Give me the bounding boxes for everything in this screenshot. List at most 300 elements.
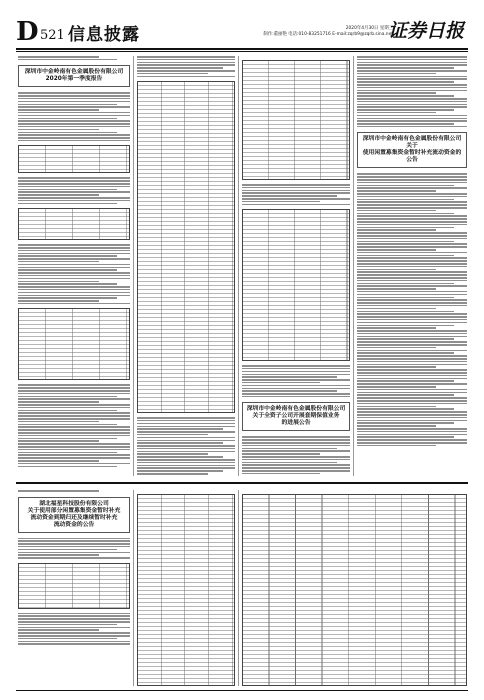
text-line [18, 283, 117, 285]
text-line [357, 190, 436, 192]
text-line [357, 229, 436, 231]
column-7 [242, 490, 467, 686]
headline-line: 关于使用部分闲置募集资金暂时补充 [27, 507, 121, 514]
text-line [18, 303, 130, 305]
text-line [18, 278, 130, 280]
body-text-block [242, 436, 350, 476]
text-line [18, 191, 130, 193]
column-4 [357, 56, 467, 476]
masthead-info [248, 26, 393, 38]
text-line [357, 406, 436, 408]
text-line [357, 366, 436, 368]
text-line [137, 442, 223, 444]
text-line [357, 235, 467, 237]
text-line [357, 207, 467, 209]
text-line [137, 420, 235, 422]
text-line [18, 538, 130, 540]
text-line [18, 463, 130, 465]
column-1 [18, 56, 130, 476]
text-line [242, 436, 350, 438]
text-line [357, 352, 454, 354]
text-line [357, 260, 467, 262]
text-line [357, 201, 467, 203]
text-line [137, 437, 235, 439]
text-line [18, 264, 130, 266]
text-line [357, 297, 454, 299]
text-line [18, 267, 130, 269]
text-line [18, 101, 130, 103]
text-line [357, 372, 467, 374]
text-line [357, 347, 436, 349]
text-line [357, 241, 454, 243]
text-line [137, 456, 223, 458]
text-line [357, 185, 454, 187]
text-line [18, 390, 130, 392]
text-line [357, 78, 467, 80]
text-line [18, 183, 130, 185]
text-line [18, 418, 130, 420]
text-line [357, 358, 467, 360]
body-text-block [242, 184, 350, 205]
text-line [357, 271, 467, 273]
data-table [18, 563, 130, 609]
text-line [18, 286, 130, 288]
body-text-block [18, 92, 130, 141]
text-line [357, 95, 454, 97]
text-line [18, 454, 130, 456]
column-divider [238, 490, 239, 686]
text-line [137, 453, 208, 455]
text-line [357, 375, 467, 377]
text-line [18, 297, 117, 299]
text-line [18, 415, 130, 417]
text-line [18, 393, 130, 395]
text-line [357, 193, 467, 195]
masthead-rule-thin [16, 51, 468, 52]
text-line [357, 428, 467, 430]
text-line [357, 215, 467, 217]
text-line [357, 386, 436, 388]
text-line [18, 452, 117, 454]
section-letter: D [16, 17, 39, 47]
text-line [18, 632, 130, 634]
text-line [18, 412, 130, 414]
text-line [18, 443, 130, 445]
headline-line: 2020年第一季度报告 [45, 76, 103, 83]
text-line [18, 398, 130, 400]
text-line [137, 56, 235, 58]
text-line [357, 434, 467, 436]
text-line [357, 98, 467, 100]
text-line [18, 189, 117, 191]
data-table [18, 208, 130, 240]
text-line [137, 67, 223, 69]
text-line [357, 350, 467, 352]
text-line [18, 432, 130, 434]
headline-line: 关于全资子公司开展套期保值业务 [252, 413, 340, 420]
text-line [18, 396, 117, 398]
text-line [357, 199, 454, 201]
text-line [18, 627, 130, 629]
text-line [242, 190, 350, 192]
text-line [357, 319, 467, 321]
text-line [137, 434, 208, 436]
text-line [18, 244, 130, 246]
text-line [18, 115, 130, 117]
text-line [357, 355, 467, 357]
text-line [357, 81, 454, 83]
text-line [357, 90, 467, 92]
text-line [18, 407, 130, 409]
data-table [137, 494, 235, 686]
text-line [242, 192, 350, 194]
body-text-block [18, 244, 130, 304]
text-line [357, 417, 467, 419]
text-line [18, 177, 130, 179]
text-line [18, 429, 130, 431]
text-line [18, 203, 117, 205]
text-line [357, 109, 454, 111]
text-line [242, 467, 350, 469]
text-line [357, 327, 436, 329]
body-text-block [18, 538, 130, 559]
text-line [357, 104, 467, 106]
text-line [357, 252, 467, 254]
body-text-block [357, 173, 467, 446]
column-divider [133, 490, 134, 686]
text-line [18, 126, 130, 128]
text-line [18, 638, 117, 640]
text-line [18, 134, 130, 136]
text-line [242, 473, 320, 475]
text-line [242, 382, 320, 384]
text-line [18, 641, 130, 643]
article-headline-3 [242, 402, 350, 431]
headline-line: 流动资金到期归还及继续暂时补充 [30, 514, 118, 521]
text-line [242, 198, 350, 200]
text-line [357, 383, 467, 385]
text-line [242, 456, 350, 458]
text-line [18, 180, 130, 182]
text-line [242, 187, 350, 189]
text-line [357, 213, 454, 215]
text-line [357, 176, 467, 178]
text-line [357, 204, 467, 206]
text-line [357, 305, 467, 307]
text-line [357, 285, 467, 287]
text-line [18, 546, 130, 548]
newspaper-logo: 证券日报 [387, 20, 464, 42]
text-line [357, 308, 436, 310]
text-line [18, 613, 130, 615]
article-headline-2 [357, 132, 467, 168]
column-2 [137, 56, 235, 476]
text-line [357, 291, 467, 293]
text-line [18, 129, 99, 131]
text-line [357, 411, 467, 413]
text-line [18, 255, 117, 257]
text-line [357, 341, 467, 343]
text-line [18, 401, 99, 403]
text-line [18, 404, 130, 406]
text-line [242, 365, 350, 367]
text-line [18, 460, 99, 462]
text-line [357, 442, 467, 444]
text-line [18, 295, 130, 297]
text-line [18, 438, 117, 440]
text-line [357, 274, 467, 276]
text-line [357, 70, 467, 72]
body-text-block [357, 56, 467, 127]
text-line [357, 112, 436, 114]
text-line [137, 70, 235, 72]
data-table [137, 81, 235, 413]
text-line [357, 238, 467, 240]
text-line [357, 389, 467, 391]
text-line [242, 195, 337, 197]
text-line [137, 473, 208, 475]
section-title: 信息披露 [68, 25, 140, 45]
text-line [357, 221, 467, 223]
text-line [357, 87, 467, 89]
text-line [137, 459, 235, 461]
text-line [357, 425, 436, 427]
text-line [357, 210, 436, 212]
text-line [18, 137, 130, 139]
text-line [18, 449, 130, 451]
column-3 [242, 56, 350, 476]
text-line [18, 258, 130, 260]
text-line [357, 313, 467, 315]
text-line [18, 387, 130, 389]
text-line [18, 275, 130, 277]
text-line [242, 464, 350, 466]
text-line [137, 423, 235, 425]
text-line [357, 378, 467, 380]
text-line [357, 277, 467, 279]
text-line [18, 253, 130, 255]
text-line [18, 109, 99, 111]
text-line [357, 364, 467, 366]
text-line [242, 374, 350, 376]
body-text-block [18, 384, 130, 467]
text-line [18, 426, 130, 428]
text-line [357, 64, 467, 66]
text-line [357, 420, 467, 422]
text-line [18, 435, 130, 437]
text-line [357, 257, 467, 259]
column-divider [238, 56, 239, 476]
body-text-block [137, 56, 235, 77]
text-line [242, 388, 350, 390]
text-line [357, 56, 467, 58]
text-line [357, 84, 467, 86]
text-line [357, 118, 467, 120]
text-line [357, 325, 454, 327]
data-table [242, 494, 467, 686]
text-line [18, 272, 130, 274]
text-line [18, 490, 99, 492]
text-line [357, 59, 467, 61]
text-line [18, 289, 130, 291]
text-line [242, 385, 350, 387]
text-line [242, 445, 350, 447]
text-line [242, 371, 350, 373]
text-line [18, 281, 99, 283]
text-line [357, 196, 467, 198]
text-line [357, 394, 454, 396]
text-line [242, 204, 350, 206]
text-line [137, 59, 235, 61]
text-line [242, 439, 350, 441]
bottom-rule [16, 690, 468, 691]
text-line [357, 106, 467, 108]
masthead-rule [16, 48, 468, 50]
text-line [18, 118, 117, 120]
text-line [242, 462, 337, 464]
text-line [357, 439, 467, 441]
text-line [18, 635, 130, 637]
headline-line: 深圳市中金岭南有色金属股份有限公司关于 [362, 136, 462, 150]
text-line [357, 280, 467, 282]
text-line [18, 543, 130, 545]
page-number: 521 [40, 28, 65, 43]
text-line [357, 92, 436, 94]
text-line [357, 120, 467, 122]
text-line [357, 403, 467, 405]
text-line [242, 184, 350, 186]
text-line [357, 179, 467, 181]
text-line [18, 59, 117, 61]
headline-line: 深圳市中金岭南有色金属股份有限公司 [24, 69, 124, 76]
text-line [242, 396, 350, 398]
editor-line: 制作:董丽艳 电话:010-83251716 E-mail:zqrb9@zqrb.sina.net [263, 32, 393, 37]
text-line [18, 615, 130, 617]
date-line: 2020年4月30日 星期三 [345, 26, 393, 31]
article-headline-1 [18, 65, 130, 87]
text-line [357, 397, 467, 399]
text-line [18, 186, 130, 188]
text-line [18, 466, 117, 468]
text-line [18, 643, 130, 645]
text-line [18, 549, 117, 551]
text-line [357, 73, 436, 75]
text-line [242, 442, 350, 444]
text-line [137, 76, 235, 78]
text-line [137, 62, 235, 64]
text-line [18, 540, 130, 542]
text-line [357, 361, 467, 363]
text-line [357, 187, 467, 189]
text-line [357, 302, 467, 304]
text-line [137, 445, 235, 447]
text-line [137, 64, 235, 66]
body-text-block [137, 417, 235, 476]
text-line [357, 316, 467, 318]
text-line [18, 98, 130, 100]
data-table [18, 145, 130, 173]
text-line [18, 552, 130, 554]
text-line [357, 62, 467, 64]
text-line [137, 426, 235, 428]
text-line [137, 73, 208, 75]
column-6 [137, 490, 235, 686]
text-line [137, 431, 235, 433]
text-line [242, 201, 320, 203]
text-line [137, 470, 223, 472]
text-line [357, 431, 467, 433]
text-line [18, 410, 117, 412]
text-line [357, 408, 454, 410]
headline-line: 的进展公告 [281, 420, 311, 427]
text-line [357, 299, 467, 301]
text-line [18, 194, 99, 196]
text-line [357, 288, 436, 290]
text-line [242, 459, 350, 461]
text-line [357, 338, 454, 340]
body-text-block [18, 177, 130, 204]
text-line [18, 446, 130, 448]
data-table [18, 308, 130, 380]
text-line [357, 283, 454, 285]
text-line [242, 390, 337, 392]
text-line [357, 218, 467, 220]
text-line [357, 126, 467, 128]
data-table [242, 60, 350, 180]
body-text-block [18, 613, 130, 645]
text-line [18, 557, 130, 559]
text-line [242, 368, 350, 370]
text-line [18, 421, 99, 423]
section-rule [16, 482, 468, 484]
text-line [357, 123, 454, 125]
text-line [18, 104, 117, 106]
headline-line: 流动资金的公告 [53, 521, 95, 528]
text-line [357, 269, 436, 271]
text-line [18, 554, 99, 556]
text-line [357, 380, 454, 382]
text-line [242, 450, 350, 452]
text-line [357, 336, 467, 338]
text-line [242, 379, 350, 381]
text-line [18, 424, 117, 426]
text-line [18, 621, 130, 623]
text-line [137, 467, 235, 469]
text-line [137, 440, 235, 442]
text-line [18, 120, 130, 122]
masthead [16, 17, 468, 47]
text-line [357, 311, 454, 313]
text-line [18, 624, 117, 626]
text-line [357, 182, 467, 184]
text-line [137, 428, 223, 430]
text-line [357, 255, 454, 257]
article-headline-4 [18, 497, 130, 533]
text-line [357, 263, 467, 265]
text-line [357, 67, 454, 69]
text-line [242, 470, 350, 472]
text-line [18, 440, 99, 442]
text-line [357, 333, 467, 335]
text-line [18, 250, 130, 252]
text-line [357, 436, 454, 438]
text-line [18, 300, 99, 302]
text-line [357, 322, 467, 324]
text-line [18, 106, 130, 108]
text-line [137, 448, 235, 450]
text-line [137, 462, 235, 464]
text-line [357, 392, 467, 394]
